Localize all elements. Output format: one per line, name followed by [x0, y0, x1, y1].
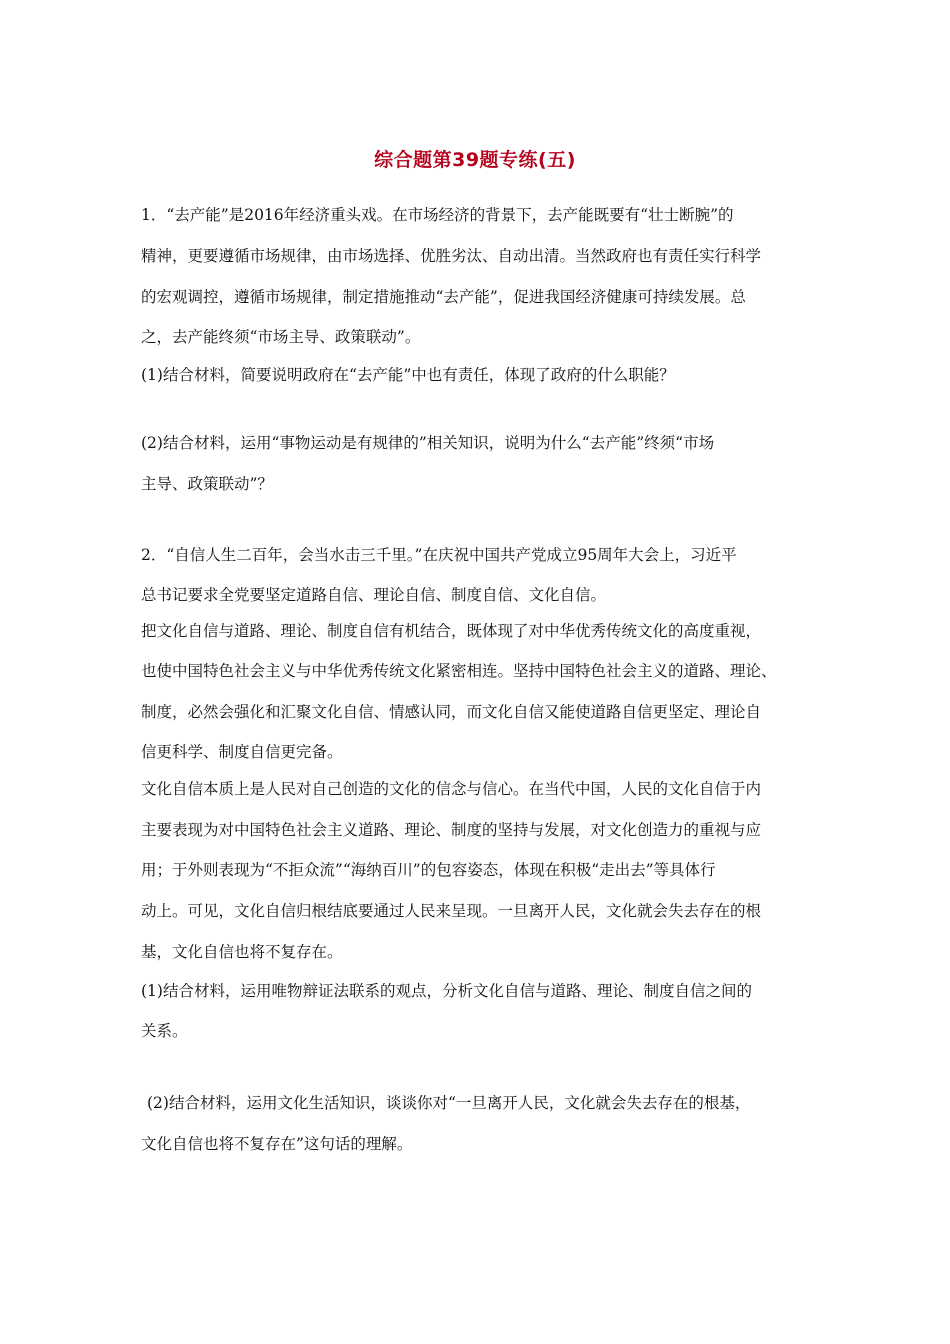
q2-material-line: 主要表现为对中国特色社会主义道路、理论、制度的坚持与发展，对文化创造力的重视与应 — [141, 821, 762, 839]
q1-material-line: 的宏观调控，遵循市场规律，制定措施推动“去产能”，促进我国经济健康可持续发展。总 — [141, 288, 746, 306]
q2-subquestion-2-line: 文化自信也将不复存在”这句话的理解。 — [141, 1135, 413, 1153]
q1-subquestion-2-line: 主导、政策联动”？ — [141, 475, 273, 493]
q2-material-line: 2．“自信人生二百年，会当水击三千里。”在庆祝中国共产党成立95周年大会上，习近平 — [141, 546, 737, 564]
q2-material-line: 把文化自信与道路、理论、制度自信有机结合，既体现了对中华优秀传统文化的高度重视， — [141, 622, 762, 640]
q2-material-line: 基，文化自信也将不复存在。 — [141, 943, 343, 961]
q2-material-line: 用；于外则表现为“不拒众流”“海纳百川”的包容姿态，体现在积极“走出去”等具体行 — [141, 861, 716, 879]
q2-subquestion-2-line: (2)结合材料，运用文化生活知识，谈谈你对“一旦离开人民，文化就会失去存在的根基， — [147, 1094, 751, 1112]
q1-subquestion-2-line: (2)结合材料，运用“事物运动是有规律的”相关知识，说明为什么“去产能”终须“市场 — [141, 434, 715, 452]
q2-material-line: 文化自信本质上是人民对自己创造的文化的信念与信心。在当代中国，人民的文化自信于内 — [141, 780, 762, 798]
q1-material-line: 精神，更要遵循市场规律，由市场选择、优胜劣汰、自动出清。当然政府也有责任实行科学 — [141, 247, 762, 265]
page-title: 综合题第39题专练(五) — [374, 149, 576, 171]
q1-material-line: 1．“去产能”是2016年经济重头戏。在市场经济的背景下，去产能既要有“壮士断腕”的 — [141, 206, 734, 224]
q2-material-line: 总书记要求全党要坚定道路自信、理论自信、制度自信、文化自信。 — [141, 586, 607, 604]
q2-subquestion-1-line: (1)结合材料，运用唯物辩证法联系的观点，分析文化自信与道路、理论、制度自信之间的 — [141, 982, 752, 1000]
q2-material-line: 动上。可见，文化自信归根结底要通过人民来呈现。一旦离开人民，文化就会失去存在的根 — [141, 902, 762, 920]
q2-subquestion-1-line: 关系。 — [141, 1022, 188, 1040]
q2-material-line: 制度，必然会强化和汇聚文化自信、情感认同，而文化自信又能使道路自信更坚定、理论自 — [141, 703, 762, 721]
q2-material-line: 信更科学、制度自信更完备。 — [141, 743, 343, 761]
q2-material-line: 也使中国特色社会主义与中华优秀传统文化紧密相连。坚持中国特色社会主义的道路、理论、 — [141, 662, 777, 680]
q1-material-line: 之，去产能终须“市场主导、政策联动”。 — [141, 328, 421, 346]
q1-subquestion-1: (1)结合材料，简要说明政府在“去产能”中也有责任，体现了政府的什么职能？ — [141, 366, 675, 384]
